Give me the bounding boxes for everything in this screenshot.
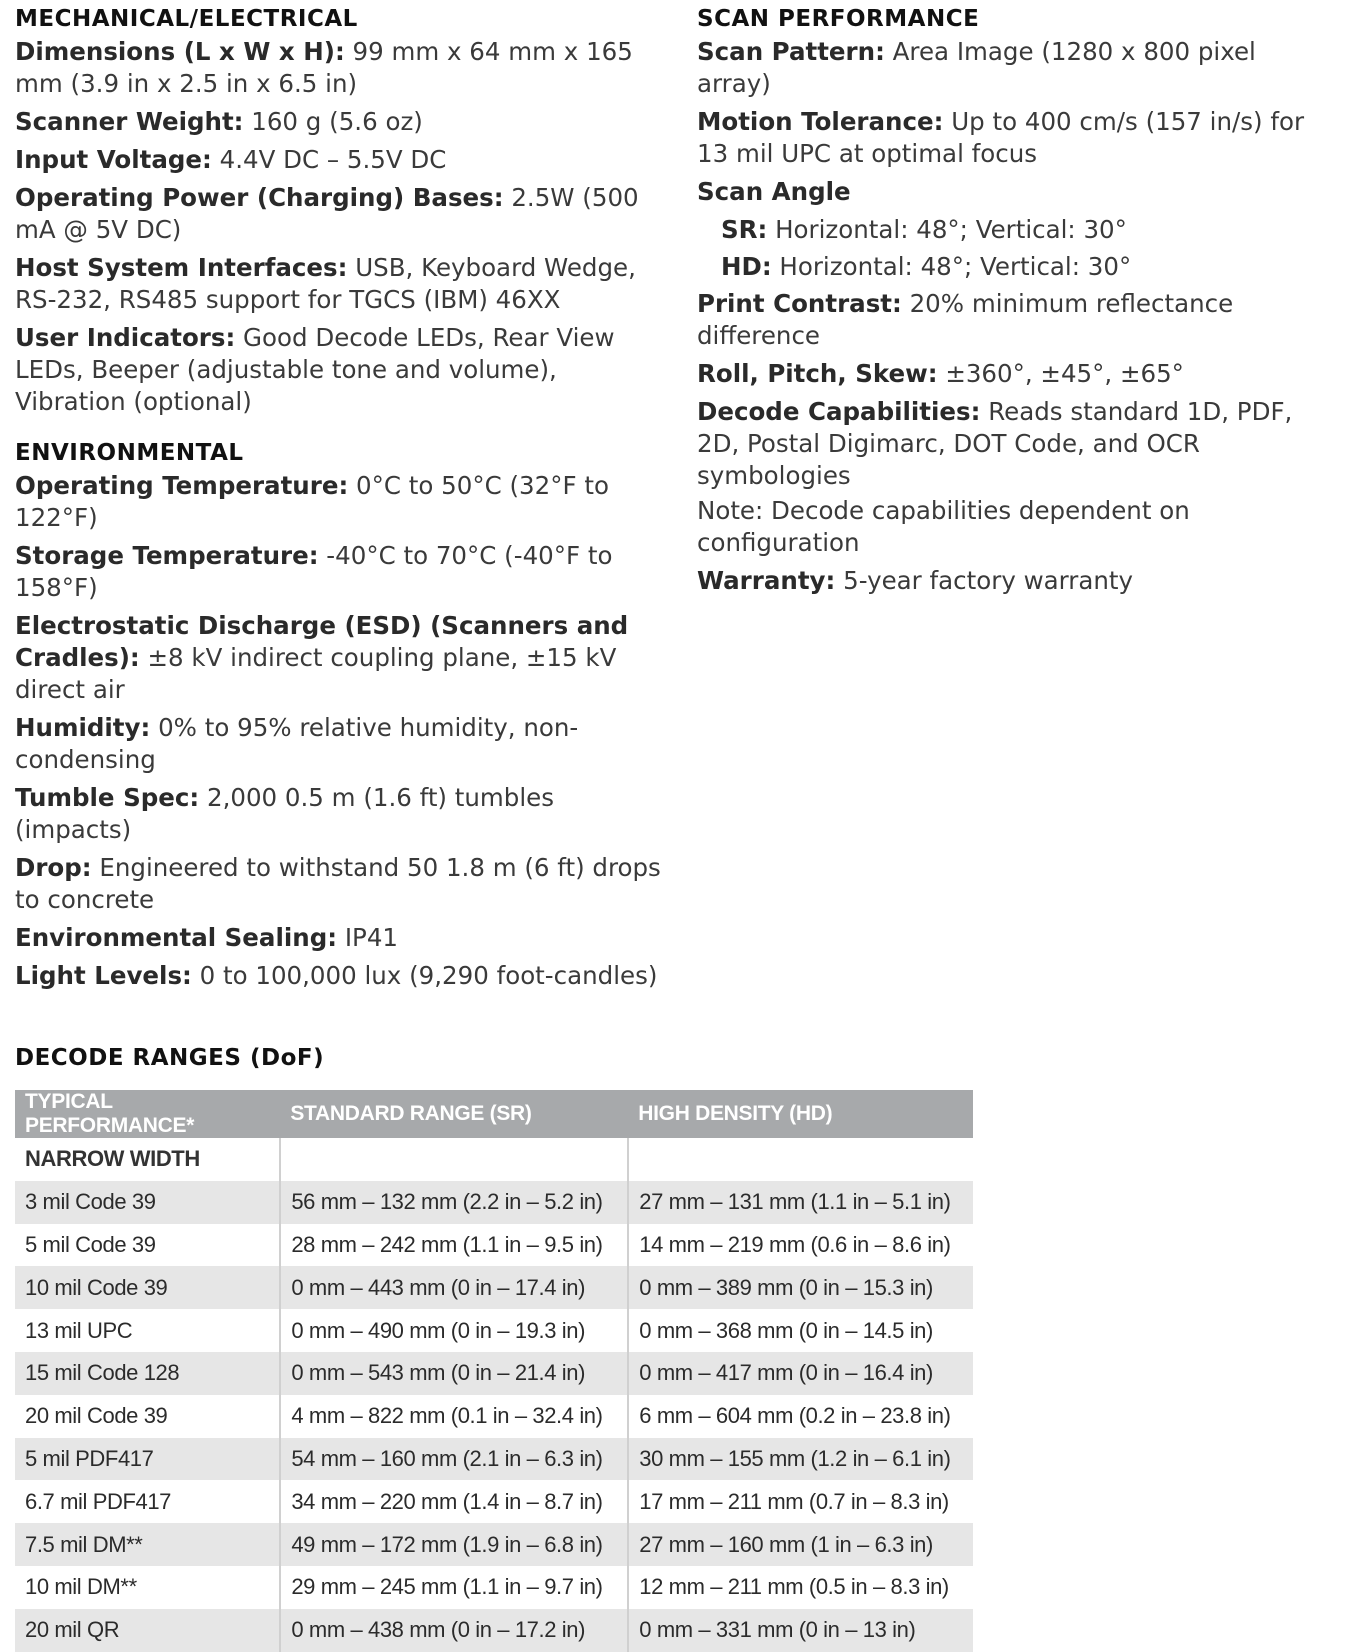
spec-warranty [697,565,1337,597]
spec-label: HD: [721,252,772,281]
table-row [15,1438,973,1481]
spec-decode-capabilities [697,396,1337,492]
hd-range-cell: 30 mm – 155 mm (1.2 in – 6.1 in) [628,1438,973,1481]
hd-range-cell: 6 mm – 604 mm (0.2 in – 23.8 in) [628,1395,973,1438]
section-heading-scan-performance: SCAN PERFORMANCE [697,6,980,32]
hd-range-cell: 0 mm – 368 mm (0 in – 14.5 in) [628,1309,973,1352]
spec-value: 99 mm x 64 mm x 165 mm (3.9 in x 2.5 in x 6.5 in) [15,37,633,98]
sr-range-cell: 0 mm – 543 mm (0 in – 21.4 in) [280,1352,628,1395]
symbology-cell: 6.7 mil PDF417 [25,1488,172,1514]
spec-print-contrast [697,288,1337,352]
spec-value: 2.5W (500 mA @ 5V DC) [15,183,639,244]
spec-value: USB, Keyboard Wedge, RS-232, RS485 support for TGCS (IBM) 46XX [15,253,636,314]
spec-value: 0°C to 50°C (32°F to 122°F) [15,471,609,532]
spec-label: Decode Capabilities: [697,397,981,426]
symbology-cell: 15 mil Code 128 [15,1352,280,1395]
column-header-high-density: HIGH DENSITY (HD) [628,1090,973,1138]
spec-scan-angle [697,176,1337,208]
spec-label: Motion Tolerance: [697,107,944,136]
spec-label: Roll, Pitch, Skew: [697,359,938,388]
spec-label: Environmental Sealing: [15,923,338,952]
spec-value: 5-year factory warranty [835,566,1134,595]
environmental-spec-item [15,470,665,534]
spec-label: Electrostatic Discharge (ESD) (Scanners and Cradles): [15,611,629,672]
hd-range-cell: 0 mm – 417 mm (0 in – 16.4 in) [628,1352,973,1395]
symbology-cell: 5 mil Code 39 [25,1231,156,1257]
spec-value: ±8 kV indirect coupling plane, ±15 kV direct air [15,643,617,704]
spec-scan-pattern [697,36,1337,100]
spec-label: Scan Angle [697,177,851,206]
spec-label: Scanner Weight: [15,107,244,136]
spec-roll-pitch-skew [697,358,1337,390]
sr-range-cell: 56 mm – 132 mm (2.2 in – 5.2 in) [280,1181,628,1224]
environmental-spec-item [15,852,665,916]
hd-range-cell: 12 mm – 211 mm (0.5 in – 8.3 in) [628,1566,973,1609]
environmental-spec-item [15,712,665,776]
spec-value: Horizontal: 48°; Vertical: 30° [771,252,1132,281]
sr-range-cell: 29 mm – 245 mm (1.1 in – 9.7 in) [280,1566,628,1609]
table-body [15,1138,973,1652]
group-label-narrow-width: NARROW WIDTH [25,1146,200,1172]
hd-range-cell: 0 mm – 389 mm (0 in – 15.3 in) [628,1266,973,1309]
spec-value: Horizontal: 48°; Vertical: 30° [767,215,1127,244]
decode-ranges-table [15,1090,973,1652]
environmental-spec-item [15,540,665,604]
table-row [15,1224,973,1267]
spec-label: Storage Temperature: [15,541,319,570]
hd-range-cell: 27 mm – 131 mm (1.1 in – 5.1 in) [628,1181,973,1224]
spec-label: User Indicators: [15,323,236,352]
spec-label: Print Contrast: [697,289,902,318]
table-row [15,1266,973,1309]
environmental-spec-item [15,960,665,992]
hd-range-cell: 17 mm – 211 mm (0.7 in – 8.3 in) [628,1480,973,1523]
spec-scan-angle-hd [697,251,1337,283]
symbology-cell: 13 mil UPC [25,1317,133,1343]
sr-range-cell: 34 mm – 220 mm (1.4 in – 8.7 in) [280,1480,628,1523]
environmental-spec-item [15,782,665,846]
spec-label: Host System Interfaces: [15,253,348,282]
section-heading-environmental: ENVIRONMENTAL [15,440,244,466]
spec-label: Operating Power (Charging) Bases: [15,183,504,212]
column-header-typical-performance: TYPICAL PERFORMANCE* [15,1090,280,1138]
spec-value: 4.4V DC – 5.5V DC [211,145,447,174]
spec-label: Dimensions (L x W x H): [15,37,345,66]
sr-range-cell: 4 mm – 822 mm (0.1 in – 32.4 in) [280,1395,628,1438]
spec-value: 20% minimum reflectance difference [697,289,1234,350]
sr-range-cell: 0 mm – 438 mm (0 in – 17.2 in) [280,1609,628,1652]
table-row [15,1181,973,1224]
symbology-cell: 7.5 mil DM** [15,1523,280,1566]
sr-range-cell: 54 mm – 160 mm (2.1 in – 6.3 in) [280,1438,628,1481]
spec-label: Humidity: [15,713,151,742]
spec-label: Operating Temperature: [15,471,349,500]
environmental-spec-list [15,470,665,992]
spec-value: 2,000 0.5 m (1.6 ft) tumbles (impacts) [15,783,554,844]
mechanical-spec-item [15,252,665,316]
table-row [15,1352,973,1395]
column-header-standard-range: STANDARD RANGE (SR) [280,1090,628,1138]
spec-label: Light Levels: [15,961,192,990]
spec-value: 160 g (5.6 oz) [243,107,423,136]
table-row [15,1566,973,1609]
hd-range-cell: 27 mm – 160 mm (1 in – 6.3 in) [628,1523,973,1566]
spec-value: Up to 400 cm/s (157 in/s) for 13 mil UPC at optimal focus [697,107,1305,168]
environmental-spec-item [15,610,665,706]
spec-value: Good Decode LEDs, Rear View LEDs, Beeper (adjustable tone and volume), Vibration (optional) [15,323,615,416]
spec-value: 0 to 100,000 lux (9,290 foot-candles) [191,961,658,990]
spec-label: Warranty: [697,566,836,595]
spec-label: Tumble Spec: [15,783,200,812]
sr-range-cell: 28 mm – 242 mm (1.1 in – 9.5 in) [280,1224,628,1267]
table-cell [280,1138,628,1181]
spec-value: -40°C to 70°C (-40°F to 158°F) [15,541,613,602]
table-row [15,1480,973,1523]
spec-value: IP41 [337,923,398,952]
spec-scan-angle-sr [697,214,1337,246]
left-column [15,0,665,998]
spec-label: SR: [721,215,768,244]
environmental-spec-item [15,922,665,954]
symbology-cell: 10 mil DM** [25,1574,137,1600]
mechanical-spec-item [15,106,665,138]
spec-motion-tolerance [697,106,1337,170]
section-heading-mechanical: MECHANICAL/ELECTRICAL [15,6,358,32]
mechanical-spec-item [15,36,665,100]
spec-label: Drop: [15,853,92,882]
section-heading-decode-ranges: DECODE RANGES (DoF) [15,1045,325,1071]
table-row [15,1523,973,1566]
spec-value: 0% to 95% relative humidity, non-condensing [15,713,579,774]
table-group-row [15,1138,973,1181]
table-header-row [15,1090,973,1138]
sr-range-cell: 49 mm – 172 mm (1.9 in – 6.8 in) [280,1523,628,1566]
right-column [697,0,1337,603]
symbology-cell: 20 mil QR [15,1609,280,1652]
symbology-cell: 10 mil Code 39 [15,1266,280,1309]
spec-value: Area Image (1280 x 800 pixel array) [697,37,1256,98]
table-row [15,1609,973,1652]
hd-range-cell: 14 mm – 219 mm (0.6 in – 8.6 in) [628,1224,973,1267]
spec-label: Input Voltage: [15,145,212,174]
mechanical-spec-item [15,182,665,246]
spec-value: Engineered to withstand 50 1.8 m (6 ft) drops to concrete [15,853,661,914]
sr-range-cell: 0 mm – 490 mm (0 in – 19.3 in) [280,1309,628,1352]
spec-value: ±360°, ±45°, ±65° [937,359,1184,388]
symbology-cell: 5 mil PDF417 [15,1438,280,1481]
table-row [15,1309,973,1352]
table-cell [628,1138,973,1181]
symbology-cell: 20 mil Code 39 [25,1403,168,1429]
table-row [15,1395,973,1438]
sr-range-cell: 0 mm – 443 mm (0 in – 17.4 in) [280,1266,628,1309]
mechanical-spec-list [15,36,665,418]
spec-label: Scan Pattern: [697,37,885,66]
spec-value: Reads standard 1D, PDF, 2D, Postal Digimarc, DOT Code, and OCR symbologies [697,397,1293,490]
mechanical-spec-item [15,322,665,418]
hd-range-cell: 0 mm – 331 mm (0 in – 13 in) [628,1609,973,1652]
symbology-cell: 3 mil Code 39 [15,1181,280,1224]
mechanical-spec-item [15,144,665,176]
decode-note: Note: Decode capabilities dependent on configuration [697,496,1190,557]
